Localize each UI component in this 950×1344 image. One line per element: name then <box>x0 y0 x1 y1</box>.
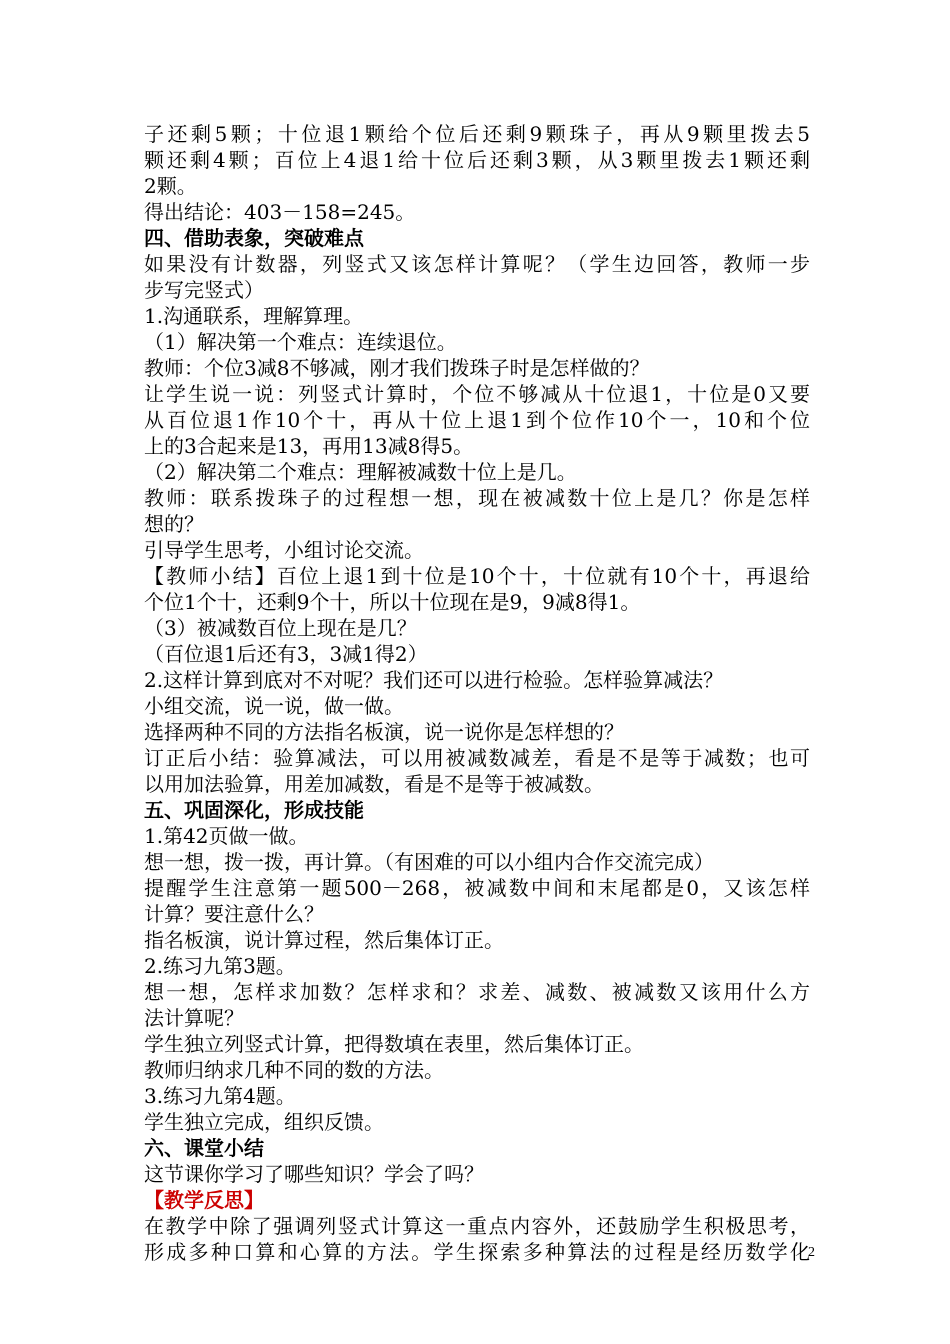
paragraph-line: 个位1个十，还剩9个十，所以十位现在是9，9减8得1。 <box>144 590 641 614</box>
section-heading: 六、课堂小结 <box>144 1136 264 1160</box>
paragraph-line: 指名板演，说计算过程，然后集体订正。 <box>144 928 504 952</box>
paragraph-line: 1.沟通联系，理解算理。 <box>144 304 364 328</box>
paragraph-line: 子还剩5颗；十位退1颗给个位后还剩9颗珠子，再从9颗里拨去5 <box>144 122 810 146</box>
paragraph-line: 得出结论：403－158=245。 <box>144 200 416 224</box>
paragraph-line: 让学生说一说：列竖式计算时，个位不够减从十位退1，十位是0又要 <box>144 382 810 406</box>
paragraph-line: （百位退1后还有3，3减1得2） <box>144 642 428 666</box>
paragraph-line: 颗还剩4颗；百位上4退1给十位后还剩3颗，从3颗里拨去1颗还剩 <box>144 148 810 172</box>
paragraph-line: （2）解决第二个难点：理解被减数十位上是几。 <box>144 460 577 484</box>
section-heading: 五、巩固深化，形成技能 <box>144 798 364 822</box>
paragraph-line: 如果没有计数器，列竖式又该怎样计算呢？（学生边回答，教师一步 <box>144 252 810 276</box>
paragraph-line: 上的3合起来是13，再用13减8得5。 <box>144 434 474 458</box>
paragraph-line: 引导学生思考，小组讨论交流。 <box>144 538 424 562</box>
paragraph-line: 教师：个位3减8不够减，刚才我们拨珠子时是怎样做的？ <box>144 356 650 380</box>
paragraph-line: 3.练习九第4题。 <box>144 1084 296 1108</box>
paragraph-line: 法计算呢？ <box>144 1006 244 1030</box>
section-heading: 四、借助表象，突破难点 <box>144 226 364 250</box>
paragraph-line: 从百位退1作10个十，再从十位上退1到个位作10个一，10和个位 <box>144 408 810 432</box>
paragraph-line: 教师：联系拨珠子的过程想一想，现在被减数十位上是几？你是怎样 <box>144 486 810 510</box>
paragraph-line: （3）被减数百位上现在是几？ <box>144 616 417 640</box>
paragraph-line: 这节课你学习了哪些知识？学会了吗？ <box>144 1162 484 1186</box>
paragraph-line: 以用加法验算，用差加减数，看是不是等于被减数。 <box>144 772 604 796</box>
paragraph-line: 步写完竖式） <box>144 278 264 302</box>
paragraph-line: 2.这样计算到底对不对呢？我们还可以进行检验。怎样验算减法？ <box>144 668 724 692</box>
paragraph-line: 形成多种口算和心算的方法。学生探索多种算法的过程是经历数学化 <box>144 1240 810 1264</box>
document-body <box>144 121 810 1265</box>
paragraph-line: 【教师小结】百位上退1到十位是10个十，十位就有10个十，再退给 <box>144 564 810 588</box>
page-number: 2 <box>808 1245 815 1260</box>
paragraph-line: 学生独立列竖式计算，把得数填在表里，然后集体订正。 <box>144 1032 644 1056</box>
reflection-heading: 【教学反思】 <box>144 1188 264 1212</box>
paragraph-line: （1）解决第一个难点：连续退位。 <box>144 330 457 354</box>
paragraph-line: 2颗。 <box>144 174 197 198</box>
paragraph-line: 小组交流，说一说，做一做。 <box>144 694 404 718</box>
paragraph-line: 教师归纳求几种不同的数的方法。 <box>144 1058 444 1082</box>
paragraph-line: 提醒学生注意第一题500－268，被减数中间和末尾都是0，又该怎样 <box>144 876 810 900</box>
paragraph-line: 2.练习九第3题。 <box>144 954 296 978</box>
paragraph-line: 想一想，怎样求加数？怎样求和？求差、减数、被减数又该用什么方 <box>144 980 810 1004</box>
paragraph-line: 选择两种不同的方法指名板演，说一说你是怎样想的？ <box>144 720 624 744</box>
paragraph-line: 学生独立完成，组织反馈。 <box>144 1110 384 1134</box>
paragraph-line: 订正后小结：验算减法，可以用被减数减差，看是不是等于减数；也可 <box>144 746 810 770</box>
paragraph-line: 在教学中除了强调列竖式计算这一重点内容外，还鼓励学生积极思考， <box>144 1214 810 1238</box>
paragraph-line: 想的？ <box>144 512 204 536</box>
paragraph-line: 1.第42页做一做。 <box>144 824 309 848</box>
paragraph-line: 计算？要注意什么？ <box>144 902 324 926</box>
paragraph-line: 想一想，拨一拨，再计算。（有困难的可以小组内合作交流完成） <box>144 850 714 874</box>
